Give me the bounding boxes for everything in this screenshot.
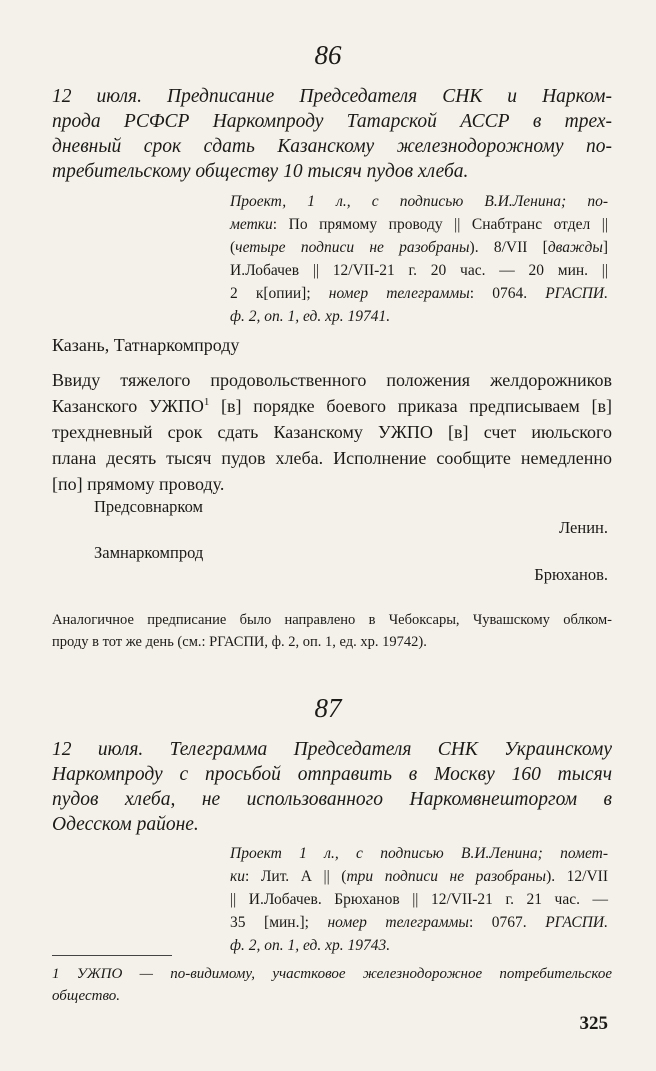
source-text: 2 к[опии];: [230, 285, 329, 302]
source-text: ф. 2, оп. 1, ед. хр. 19741.: [230, 308, 391, 325]
source-text: 35 [мин.];: [230, 914, 328, 931]
footnote-ref: 1: [203, 396, 210, 408]
body-line: [по] прямому проводу.: [52, 474, 225, 494]
note-line: Аналогичное предписание было направлено в Чебоксары, Чувашскому облком-: [52, 612, 612, 628]
source-text: || И.Лобачев. Брюханов || 12/VII-21 г. 21 час. —: [230, 891, 608, 908]
signature-role: Предсовнарком: [94, 497, 203, 516]
document-number-86: 86: [314, 40, 342, 70]
source-text: Проект 1 л., с подписью В.И.Ленина; помет-: [230, 845, 608, 862]
source-text: : Лит. А || (: [245, 868, 347, 885]
source-text: И.Лобачев || 12/VII-21 г. 20 час. — 20 мин. ||: [230, 262, 608, 279]
source-text: метки: [230, 216, 273, 233]
source-text: дважды: [547, 239, 603, 256]
note-line: проду в тот же день (см.: РГАСПИ, ф. 2, оп. 1, ед. хр. 19742).: [52, 634, 427, 650]
source-text: ф. 2, оп. 1, ед. хр. 19743.: [230, 937, 391, 954]
source-text: Проект, 1 л., с подписью В.И.Ленина; по-: [230, 193, 608, 210]
heading-line: требительскому обществу 10 тысяч пудов хлеба.: [52, 161, 469, 182]
heading-line: дневный срок сдать Казанскому железнодорожному по-: [52, 136, 612, 157]
source-text: РГАСПИ.: [545, 914, 609, 931]
source-text: (: [230, 239, 236, 256]
footnote: [52, 963, 612, 1007]
source-text: : 0767.: [468, 914, 546, 931]
document-86-source: [230, 190, 608, 328]
heading-line: Одесском районе.: [52, 814, 199, 835]
source-text: ). 12/VII: [546, 868, 608, 885]
telegram-body: [52, 367, 612, 497]
body-line: Ввиду тяжелого продовольственного положения желдорожников: [52, 370, 612, 390]
body-line: трехдневный срок сдать Казанскому УЖПО [в] счет июльского: [52, 422, 612, 442]
source-text: четыре подписи не разобраны: [235, 239, 470, 256]
editorial-note: [52, 609, 612, 653]
heading-line: 12 июля. Телеграмма Председателя СНК Украинскому: [52, 739, 612, 760]
source-text: ). 8/VII [: [469, 239, 548, 256]
source-text: ки: [230, 868, 246, 885]
signature-name: Брюханов.: [534, 565, 608, 584]
document-number-87: 87: [314, 693, 342, 723]
source-text: три подписи не разобраны: [346, 868, 547, 885]
heading-line: пудов хлеба, не использованного Наркомвнешторгом в: [52, 789, 612, 810]
signature-role: Замнаркомпрод: [94, 543, 204, 562]
footnote-line: 1 УЖПО — по-видимому, участковое железнодорожное потребительское: [52, 966, 612, 982]
body-line: плана десять тысяч пудов хлеба. Исполнение сообщите немедленно: [52, 448, 612, 468]
footnote-divider: [52, 955, 172, 956]
document-87-heading: [52, 737, 612, 837]
heading-line: 12 июля. Предписание Председателя СНК и Нарком-: [52, 86, 612, 107]
source-text: РГАСПИ.: [545, 285, 609, 302]
signature-name: Ленин.: [558, 518, 608, 537]
body-line: Казанского УЖПО$^1$ [в] порядке боевого приказа предписываем [в]: [52, 396, 613, 416]
source-text: номер телеграммы: [327, 914, 469, 931]
page-number: 325: [579, 1013, 608, 1034]
footnote-line: общество.: [52, 988, 121, 1004]
source-text: : По прямому проводу || Снабтранс отдел ||: [272, 216, 608, 233]
source-text: номер телеграммы: [328, 285, 470, 302]
source-text: : 0764.: [469, 285, 546, 302]
heading-line: прода РСФСР Наркомпроду Татарской АССР в трех-: [52, 111, 612, 132]
source-text: ]: [602, 239, 608, 256]
heading-line: Наркомпроду с просьбой отправить в Москву 160 тысяч: [52, 764, 612, 785]
document-87-source: [230, 842, 608, 957]
telegram-address: Казань, Татнаркомпроду: [52, 335, 240, 355]
document-86-heading: [52, 84, 612, 184]
